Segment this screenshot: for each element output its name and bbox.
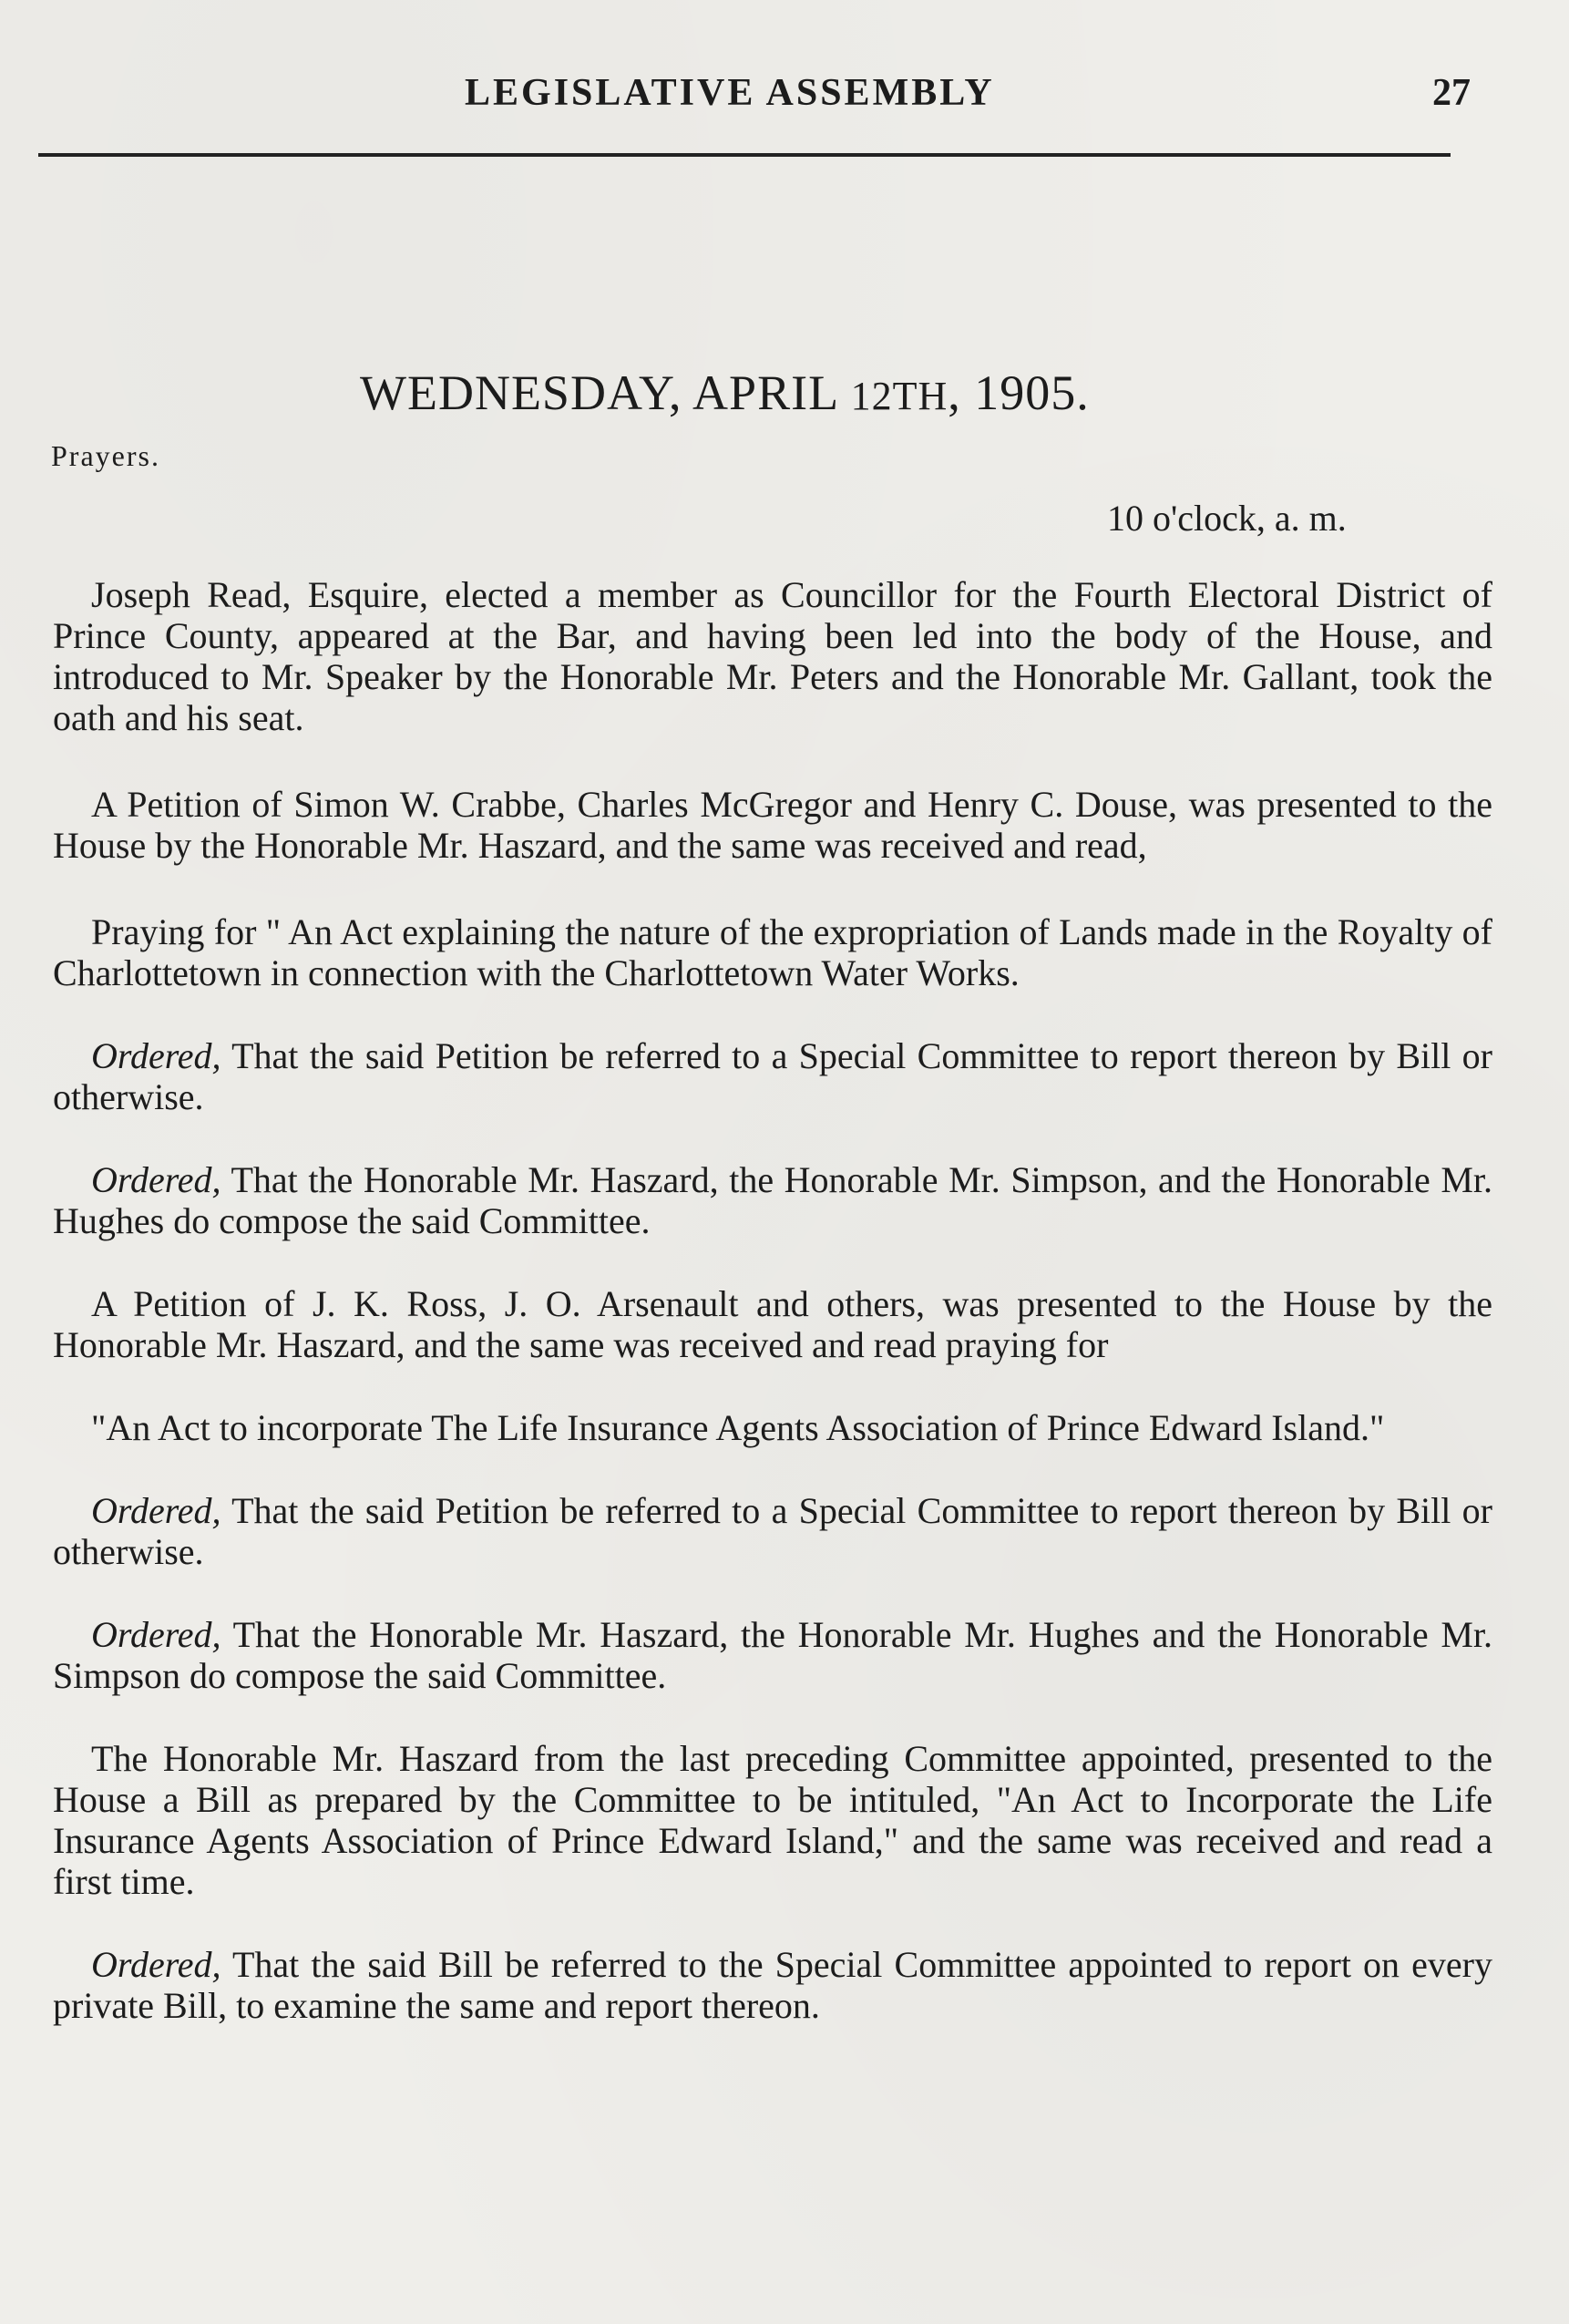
paragraph-8 [53,1490,1492,1572]
paragraph-4-lead: Ordered, [91,1035,221,1076]
running-title: LEGISLATIVE ASSEMBLY [465,72,995,114]
prayers-label: Prayers. [51,439,160,472]
date-heading [360,365,1090,421]
paragraph-2-text: A Petition of Simon W. Crabbe, Charles McGregor and Henry C. Douse, was presented to the House by the Honorable Mr. Haszard, and the same was received and read, [53,784,1492,866]
header-rule [38,153,1451,157]
paragraph-9-text: That the Honorable Mr. Haszard, the Honorable Mr. Hughes and the Honorable Mr. Simpson do compose the said Committee. [53,1614,1492,1696]
paragraph-7 [53,1407,1492,1448]
paragraph-5-lead: Ordered, [91,1159,221,1200]
paragraph-8-text: That the said Petition be referred to a Special Committee to report thereon by Bill or otherwise. [53,1490,1492,1572]
date-heading-year: , 1905. [948,365,1090,420]
paragraph-9-lead: Ordered, [91,1614,221,1655]
paragraph-11 [53,1944,1492,2026]
running-header [0,71,1569,126]
paragraph-10-text: The Honorable Mr. Haszard from the last preceding Committee appointed, presented to the House a Bill as prepared by the Committee to be intituled, "An Act to Incorporate the Life Insurance Agents Association of Prince Edward Island," and the same was received and read a first time. [53,1738,1492,1902]
paragraph-7-text: "An Act to incorporate The Life Insurance Agents Association of Prince Edward Island." [91,1407,1385,1448]
proceedings-body [53,574,1492,2026]
paragraph-3-text: Praying for " An Act explaining the nature of the expropriation of Lands made in the Royalty of Charlottetown in connection with the Charlottetown Water Works. [53,911,1492,993]
paragraph-9 [53,1614,1492,1696]
paragraph-4 [53,1035,1492,1117]
date-heading-main: WEDNESDAY, APRIL [360,365,851,420]
paragraph-11-lead: Ordered, [91,1944,221,1985]
paragraph-2 [53,784,1492,866]
sitting-time: 10 o'clock, a. m. [1107,498,1347,539]
paragraph-5 [53,1159,1492,1241]
paragraph-1-text: Joseph Read, Esquire, elected a member as Councillor for the Fourth Electoral District of Prince County, appeared at the Bar, and having been led into the body of the House, and introduced to Mr. Speaker by the Honorable Mr. Peters and the Honorable Mr. Gallant, took the oath and his seat. [53,574,1492,738]
paragraph-11-text: That the said Bill be referred to the Special Committee appointed to report on every private Bill, to examine the same and report thereon. [53,1944,1492,2026]
paragraph-1 [53,574,1492,738]
paragraph-6 [53,1283,1492,1365]
paragraph-5-text: That the Honorable Mr. Haszard, the Honorable Mr. Simpson, and the Honorable Mr. Hughes do compose the said Committee. [53,1159,1492,1241]
paragraph-6-text: A Petition of J. K. Ross, J. O. Arsenault and others, was presented to the House by the Honorable Mr. Haszard, and the same was received and read praying for [53,1283,1492,1365]
date-heading-day: 12TH [850,374,949,418]
page-number: 27 [1432,72,1471,114]
paragraph-10 [53,1738,1492,1902]
paragraph-8-lead: Ordered, [91,1490,221,1531]
paragraph-3 [53,911,1492,993]
paragraph-4-text: That the said Petition be referred to a Special Committee to report thereon by Bill or otherwise. [53,1035,1492,1117]
